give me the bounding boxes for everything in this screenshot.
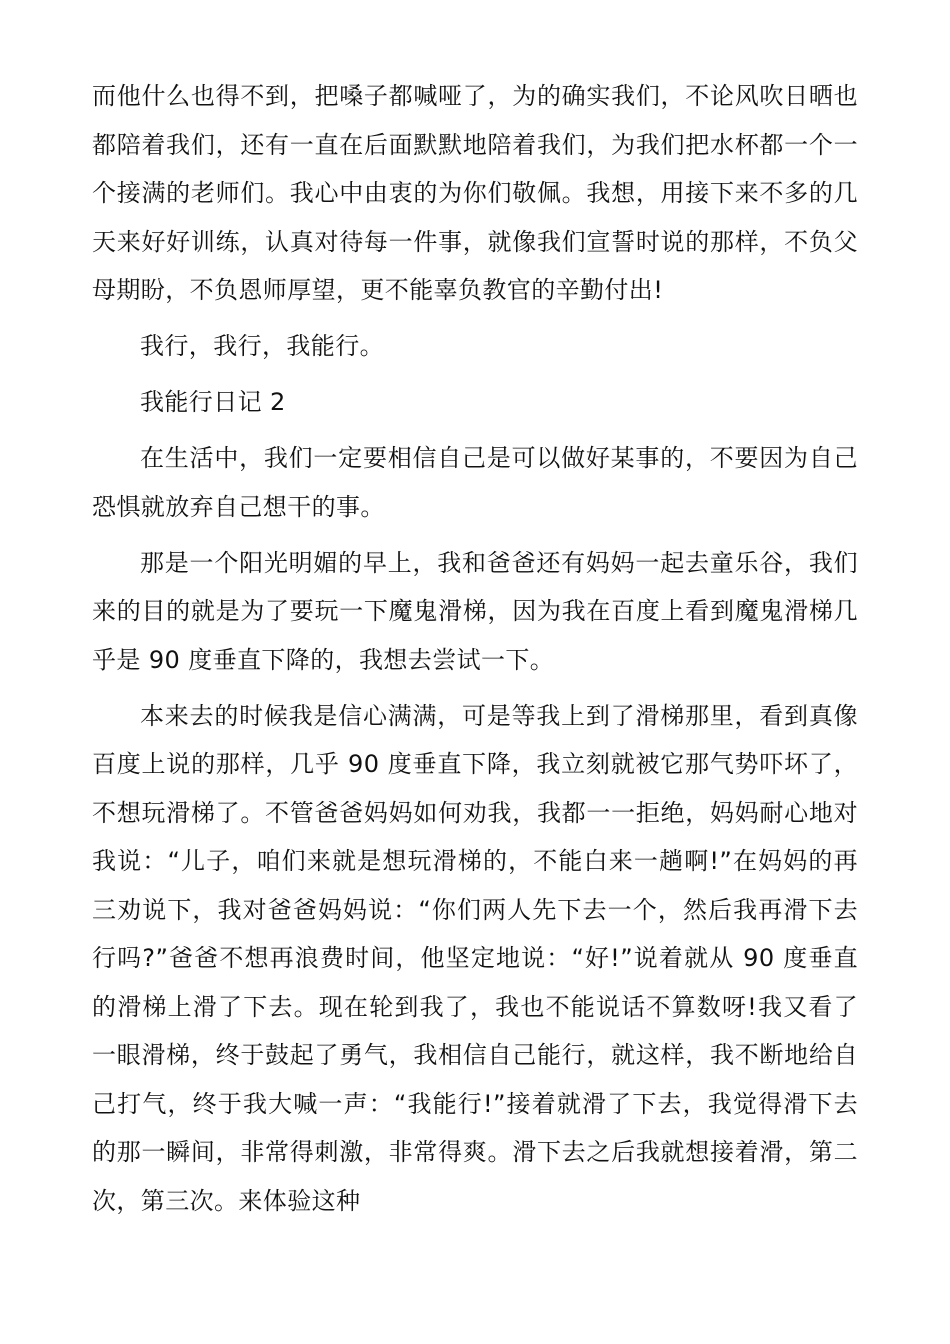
- section-title: 我能行日记 2: [140, 388, 286, 416]
- document-body: [92, 72, 858, 1233]
- paragraph-intro: 在生活中，我们一定要相信自己是可以做好某事的，不要因为自己恐惧就放弃自己想干的事。: [92, 444, 858, 521]
- paragraph-slide: 本来去的时候我是信心满满，可是等我上到了滑梯那里，看到真像百度上说的那样，几乎 90 度垂直下降，我立刻就被它那气势吓坏了，不想玩滑梯了。不管爸爸妈妈如何劝我，我都一一拒绝，妈妈耐心地对我说：“儿子，咱们来就是想玩滑梯的，不能白来一趟啊!”在妈妈的再三劝说下，我对爸爸妈妈说：“你们两人先下去一个，然后我再滑下去行吗?”爸爸不想再浪费时间，他坚定地说：“好!”说着就从 90 度垂直的滑梯上滑了下去。现在轮到我了，我也不能说话不算数呀!我又看了一眼滑梯，终于鼓起了勇气，我相信自己能行，就这样，我不断地给自己打气，终于我大喊一声：“我能行!”接着就滑了下去，我觉得滑下去的那一瞬间，非常得刺激，非常得爽。滑下去之后我就想接着滑，第二次，第三次。来体验这种: [92, 701, 858, 1215]
- paragraph-exclamation: 我行，我行，我能行。: [140, 332, 384, 360]
- paragraph-morning: 那是一个阳光明媚的早上，我和爸爸还有妈妈一起去童乐谷，我们来的目的就是为了要玩一下魔鬼滑梯，因为我在百度上看到魔鬼滑梯几乎是 90 度垂直下降的，我想去尝试一下。: [92, 548, 858, 674]
- paragraph-continued: 而他什么也得不到，把嗓子都喊哑了，为的确实我们，不论风吹日晒也都陪着我们，还有一直在后面默默地陪着我们，为我们把水杯都一个一个接满的老师们。我心中由衷的为你们敬佩。我想，用接下来不多的几天来好好训练，认真对待每一件事，就像我们宣誓时说的那样，不负父母期盼，不负恩师厚望，更不能辜负教官的辛勤付出!: [92, 82, 858, 304]
